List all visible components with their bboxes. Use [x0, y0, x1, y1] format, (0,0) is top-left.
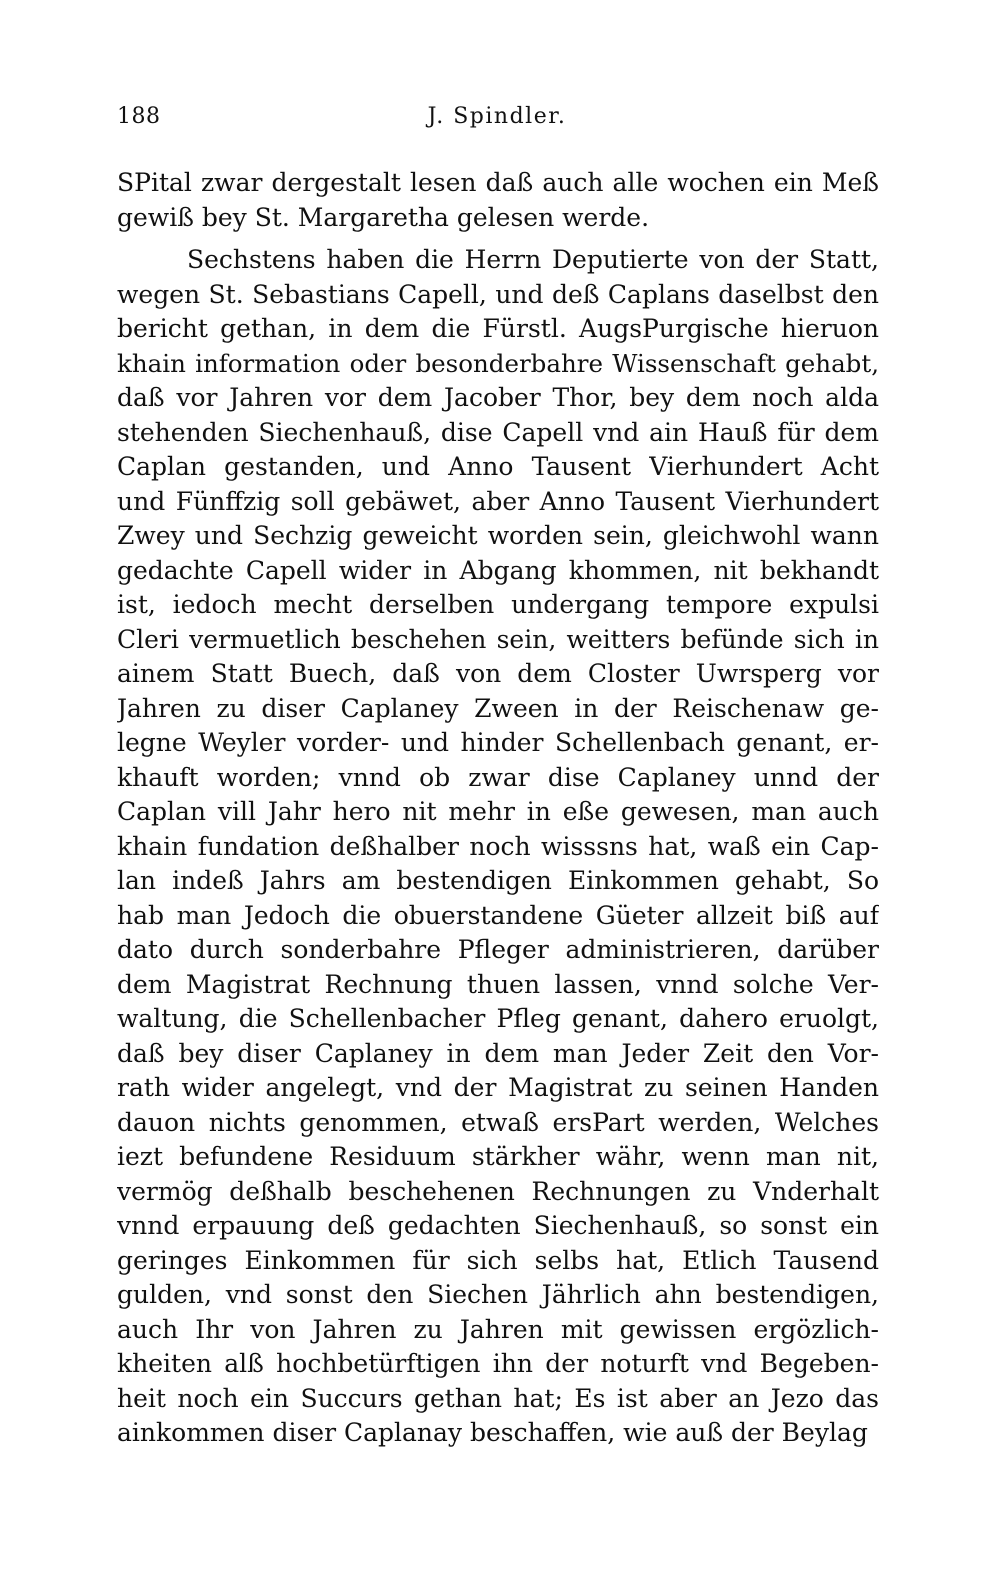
text-line: stehenden Siechenhauß, dise Capell vnd ain Hauß für dem [117, 417, 879, 447]
text-line: Zwey und Sechzig geweicht worden sein, gleichwohl wann [117, 521, 879, 550]
page-header [117, 104, 877, 136]
text-line: dauon nichts genommen, etwaß ersPart werden, Welches [117, 1107, 879, 1137]
text-line: SPital zwar dergestalt lesen daß auch alle wochen ein Meß [117, 168, 879, 197]
text-line: rath wider angelegt, vnd der Magistrat zu seinen Handen [117, 1073, 879, 1102]
text-line: geringes Einkommen für sich selbs hat, Etlich Tausend [117, 1245, 879, 1275]
text-line: lan indeß Jahrs am bestendigen Einkommen gehabt, So [117, 866, 879, 895]
text-line: gulden, vnd sonst den Siechen Jährlich ahn bestendigen, [117, 1280, 879, 1309]
text-line: waltung, die Schellenbacher Pfleg genant, dahero eruolgt, [117, 1004, 879, 1033]
text-line: Caplan vill Jahr hero nit mehr in eße gewesen, man auch [117, 797, 879, 826]
text-line: vnnd erpauung deß gedachten Siechenhauß, so sonst ein [117, 1211, 879, 1240]
text-line: Sechstens haben die Herrn Deputierte von der Statt, [187, 245, 879, 274]
text-line: heit noch ein Succurs gethan hat; Es ist aber an Jezo das [117, 1383, 879, 1413]
text-line: bericht gethan, in dem die Fürstl. AugsPurgische hieruon [117, 314, 879, 343]
text-line: gedachte Capell wider in Abgang khommen, nit bekhandt [117, 555, 879, 585]
text-line: gewiß bey St. Margaretha gelesen werde. [117, 202, 650, 232]
page-number: 188 [117, 104, 161, 129]
text-line: dato durch sonderbahre Pfleger administrieren, darüber [117, 935, 879, 964]
text-line: khain fundation deßhalber noch wisssns hat, waß ein Cap- [117, 831, 879, 861]
text-line: vermög deßhalb beschehenen Rechnungen zu Vnderhalt [117, 1176, 879, 1206]
text-line: daß bey diser Caplaney in dem man Jeder Zeit den Vor- [117, 1038, 879, 1068]
text-line: Jahren zu diser Caplaney Zween in der Reischenaw ge- [117, 693, 879, 723]
paragraph [117, 243, 879, 1451]
text-line: daß vor Jahren vor dem Jacober Thor, bey dem noch alda [117, 383, 879, 412]
text-line: und Fünffzig soll gebäwet, aber Anno Tausent Vierhundert [117, 486, 879, 516]
text-line: khain information oder besonderbahre Wissenschaft gehabt, [117, 348, 879, 378]
text-line: Caplan gestanden, und Anno Tausent Vierhundert Acht [117, 452, 879, 481]
text-line: auch Ihr von Jahren zu Jahren mit gewissen ergözlich- [117, 1314, 879, 1344]
text-line: kheiten alß hochbetürftigen ihn der noturft vnd Begeben- [117, 1349, 879, 1378]
text-line: dem Magistrat Rechnung thuen lassen, vnnd solche Ver- [117, 969, 879, 999]
paragraph-gap [117, 235, 879, 243]
body-text [117, 166, 879, 1451]
text-line: ainem Statt Buech, daß von dem Closter Uwrsperg vor [117, 659, 879, 688]
text-line: khauft worden; vnnd ob zwar dise Caplaney unnd der [117, 762, 879, 792]
text-line: ainkommen diser Caplanay beschaffen, wie auß der Beylag [117, 1418, 868, 1447]
running-head: J. Spindler. [427, 104, 567, 129]
text-line: legne Weyler vorder- und hinder Schellenbach genant, er- [117, 728, 879, 757]
text-line: ist, iedoch mecht derselben undergang tempore expulsi [117, 590, 879, 619]
text-line: wegen St. Sebastians Capell, und deß Caplans daselbst den [117, 279, 879, 309]
text-line: iezt befundene Residuum stärkher währ, wenn man nit, [117, 1142, 879, 1171]
paragraph [117, 166, 879, 235]
text-line: Cleri vermuetlich beschehen sein, weitters befünde sich in [117, 624, 879, 654]
text-line: hab man Jedoch die obuerstandene Güeter allzeit biß auf [117, 900, 879, 930]
